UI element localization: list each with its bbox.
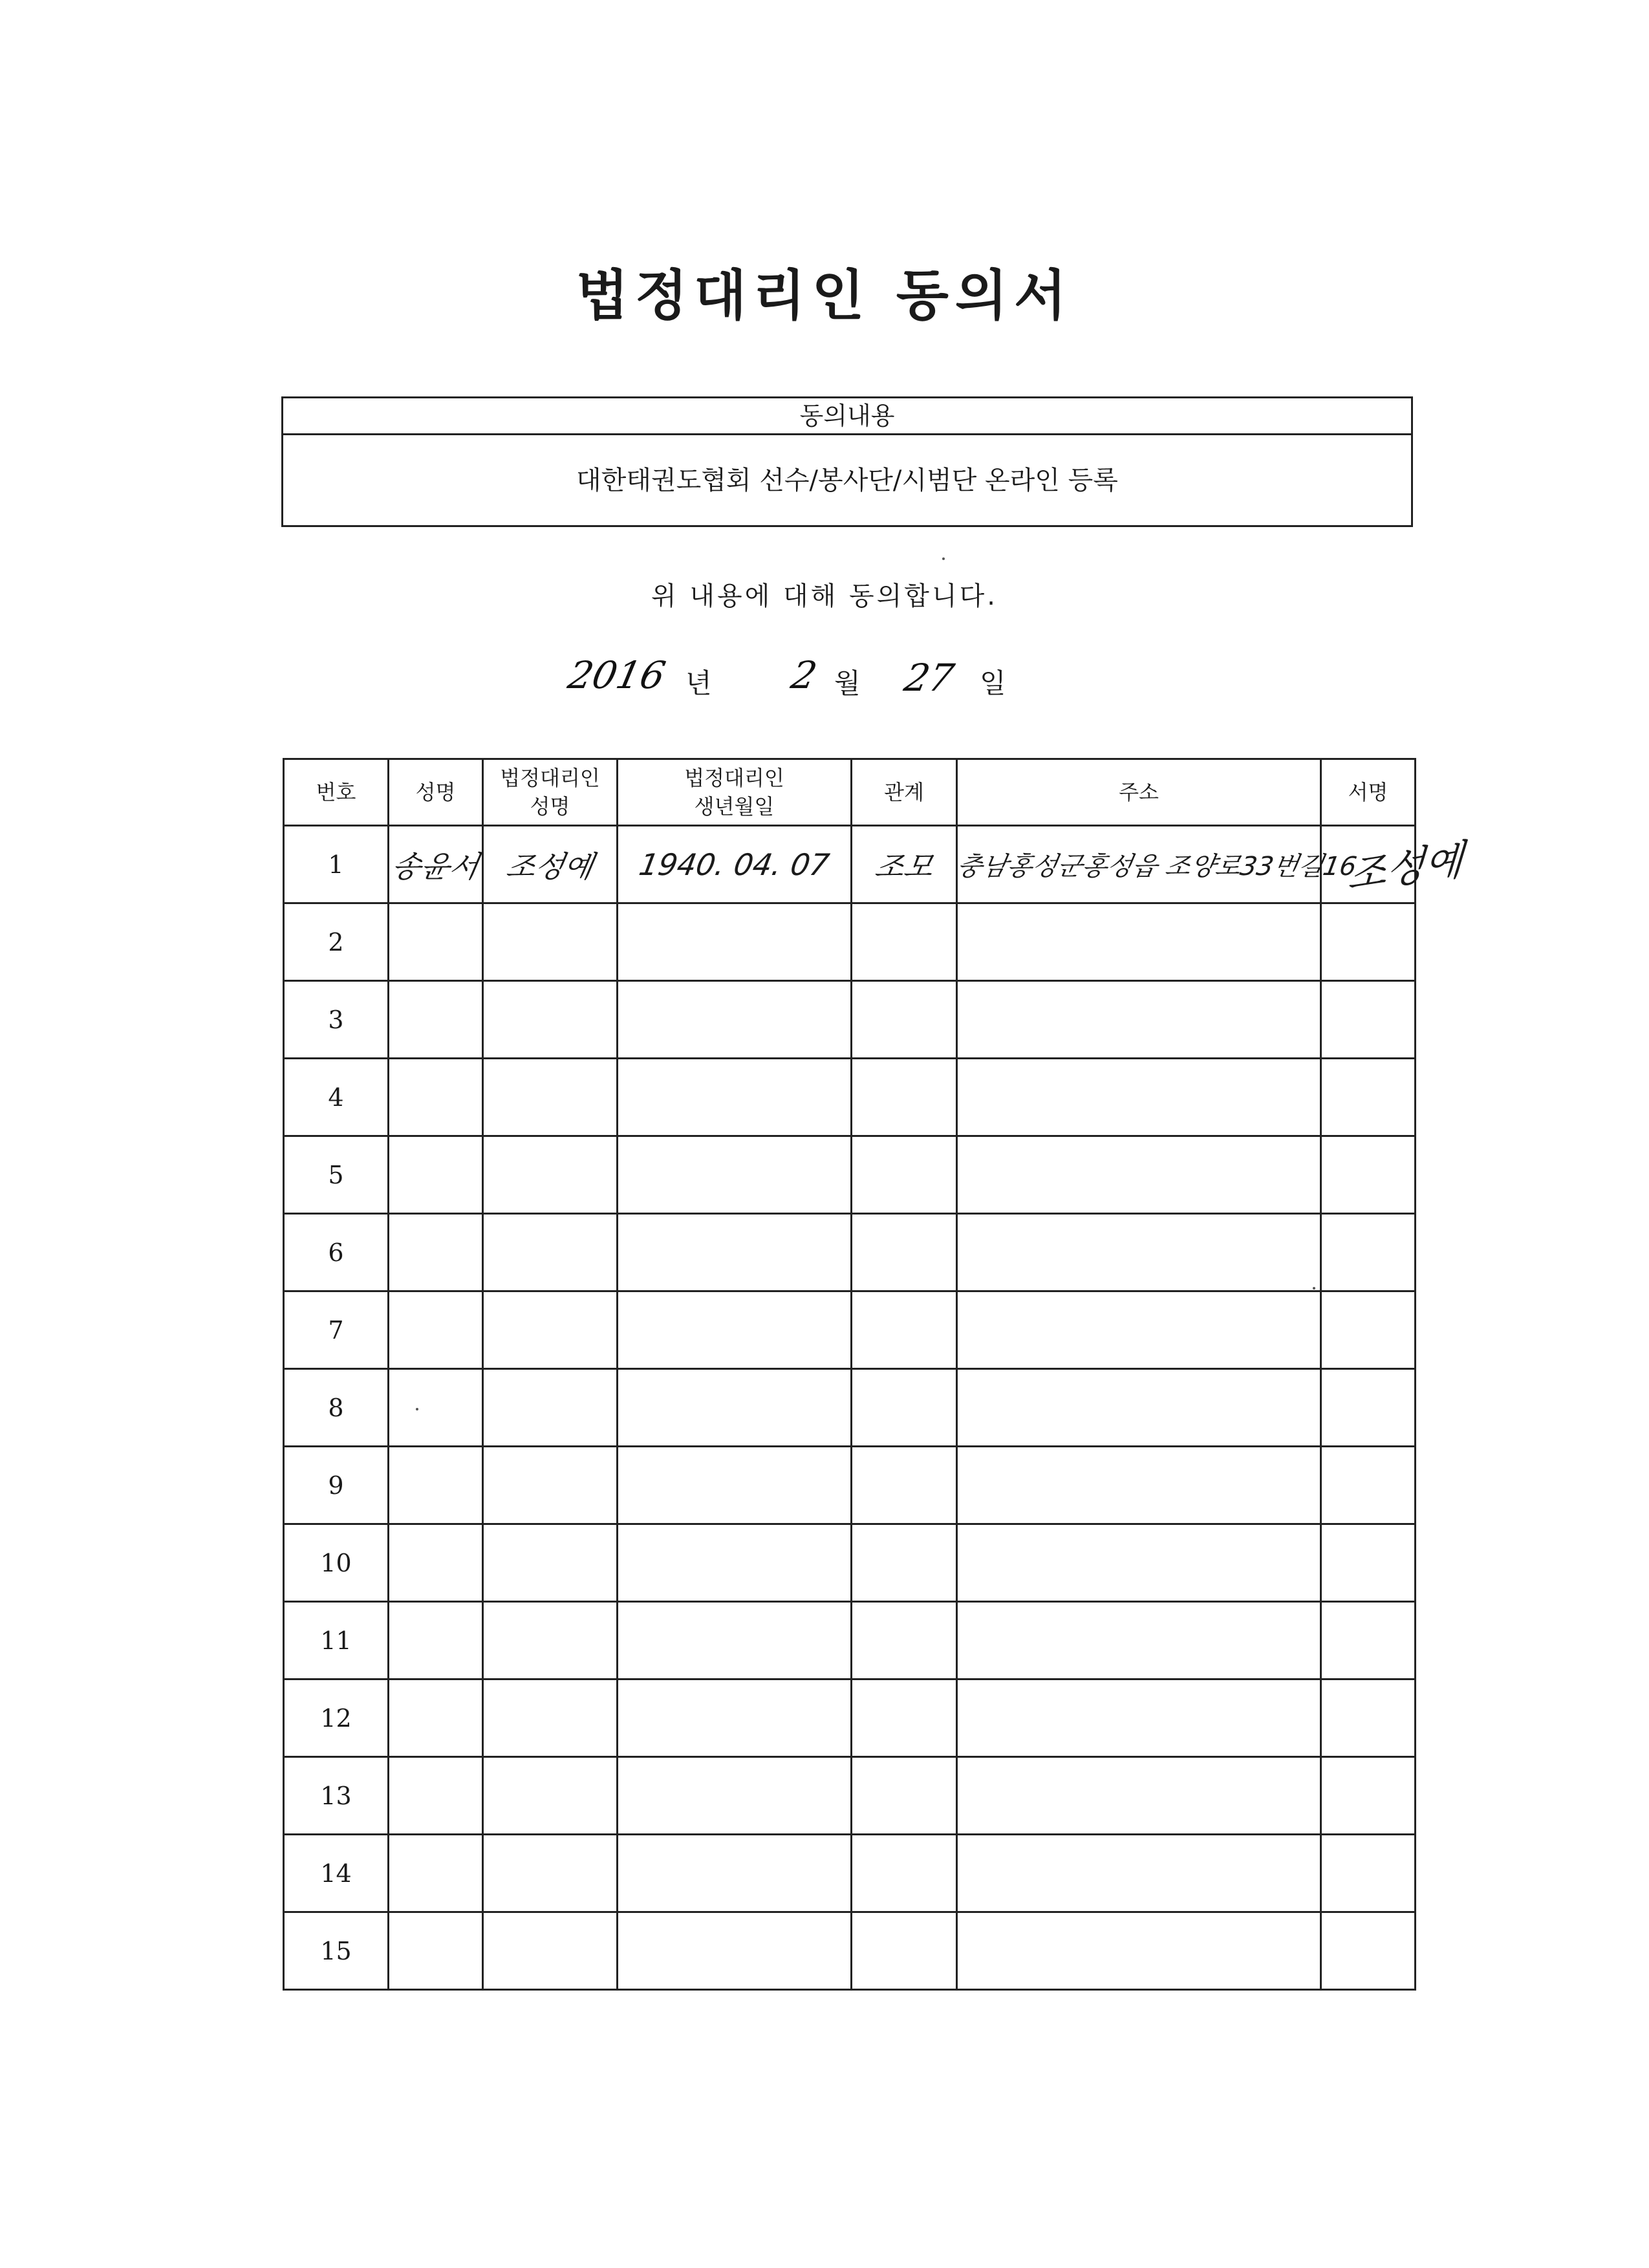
table-row — [284, 1602, 1416, 1679]
cell-number: 1 — [284, 826, 389, 903]
header-signature: 서명 — [1321, 759, 1416, 826]
table-row — [284, 1291, 1416, 1369]
cell-relation — [852, 1524, 957, 1602]
consent-content: 대한태권도협회 선수/봉사단/시범단 온라인 등록 — [576, 466, 1118, 495]
cell-name — [389, 1214, 483, 1291]
handwritten-relation: 조모 — [872, 848, 936, 884]
cell-guardian-name — [483, 1602, 618, 1679]
table-row — [284, 1059, 1416, 1136]
cell-guardian-birth — [618, 1291, 852, 1369]
table-row — [284, 1136, 1416, 1214]
cell-address — [957, 981, 1321, 1059]
cell-relation — [852, 1602, 957, 1679]
header-guardian-name-line1: 법정대리인 — [500, 766, 600, 790]
cell-guardian-name — [483, 903, 618, 981]
cell-guardian-name — [483, 1447, 618, 1524]
cell-guardian-birth — [618, 1757, 852, 1835]
cell-signature — [1321, 1136, 1416, 1214]
table-row — [284, 1835, 1416, 1912]
handwritten-guardian-name: 조성예 — [503, 848, 596, 884]
header-guardian-name — [483, 759, 618, 826]
header-relation: 관계 — [852, 759, 957, 826]
cell-signature — [1321, 1679, 1416, 1757]
cell-number: 7 — [284, 1291, 389, 1369]
cell-name — [389, 826, 483, 903]
cell-relation — [852, 1369, 957, 1447]
cell-number: 2 — [284, 903, 389, 981]
cell-signature — [1321, 1912, 1416, 1990]
cell-name — [389, 1835, 483, 1912]
cell-name — [389, 1136, 483, 1214]
cell-guardian-name — [483, 1912, 618, 1990]
cell-name — [389, 1291, 483, 1369]
cell-guardian-birth — [618, 1835, 852, 1912]
table-row — [284, 903, 1416, 981]
cell-signature — [1321, 903, 1416, 981]
cell-relation — [852, 1059, 957, 1136]
cell-guardian-birth — [618, 1369, 852, 1447]
cell-relation — [852, 1214, 957, 1291]
header-number: 번호 — [284, 759, 389, 826]
cell-relation — [852, 981, 957, 1059]
date-month-handwritten: 2 — [787, 653, 821, 697]
cell-number: 9 — [284, 1447, 389, 1524]
cell-relation — [852, 1291, 957, 1369]
table-row — [284, 1524, 1416, 1602]
cell-guardian-name — [483, 1369, 618, 1447]
cell-number: 10 — [284, 1524, 389, 1602]
table-row — [284, 826, 1416, 903]
cell-guardian-name — [483, 1757, 618, 1835]
header-name: 성명 — [389, 759, 483, 826]
cell-guardian-birth — [618, 1136, 852, 1214]
cell-address — [957, 1059, 1321, 1136]
table-row — [284, 981, 1416, 1059]
cell-address — [957, 1835, 1321, 1912]
cell-number: 13 — [284, 1757, 389, 1835]
table-row — [284, 1447, 1416, 1524]
roster-table — [283, 758, 1465, 1991]
handwritten-signature: 조성예 — [1346, 835, 1465, 900]
cell-address — [957, 1214, 1321, 1291]
date-year-handwritten: 2016 — [564, 653, 669, 697]
cell-signature — [1321, 1369, 1416, 1447]
date-line — [0, 653, 1649, 705]
cell-address — [957, 1912, 1321, 1990]
cell-name — [389, 1757, 483, 1835]
cell-guardian-birth — [618, 1524, 852, 1602]
cell-signature — [1321, 981, 1416, 1059]
cell-guardian-birth — [618, 903, 852, 981]
cell-relation — [852, 1835, 957, 1912]
cell-relation — [852, 1679, 957, 1757]
cell-guardian-birth — [618, 1059, 852, 1136]
handwritten-address: 충남홍성군홍성읍 조양로33번길16 — [954, 852, 1359, 881]
header-address: 주소 — [957, 759, 1321, 826]
cell-address — [957, 1447, 1321, 1524]
cell-address — [957, 903, 1321, 981]
cell-address — [957, 1136, 1321, 1214]
header-guardian-birth — [618, 759, 852, 826]
cell-signature — [1321, 1447, 1416, 1524]
date-year-unit: 년 — [685, 667, 712, 699]
cell-name — [389, 1059, 483, 1136]
date-month-unit: 월 — [834, 667, 861, 699]
table-row — [284, 1912, 1416, 1990]
table-row — [284, 1679, 1416, 1757]
cell-guardian-name — [483, 1835, 618, 1912]
cell-relation — [852, 903, 957, 981]
cell-guardian-birth — [618, 1912, 852, 1990]
header-guardian-name-line2: 성명 — [530, 794, 570, 819]
handwritten-birth: 1940. 04. 07 — [636, 847, 832, 882]
cell-guardian-name — [483, 1136, 618, 1214]
cell-relation — [852, 1757, 957, 1835]
cell-guardian-birth — [618, 1602, 852, 1679]
page-title: 법정대리인 동의서 — [576, 264, 1073, 327]
table-row — [284, 1757, 1416, 1835]
cell-signature — [1321, 1214, 1416, 1291]
cell-number: 11 — [284, 1602, 389, 1679]
agreement-statement: 위 내용에 대해 동의합니다. — [651, 581, 998, 611]
cell-address — [954, 826, 1359, 903]
cell-guardian-name — [483, 1214, 618, 1291]
cell-name — [389, 1524, 483, 1602]
cell-guardian-birth — [618, 1447, 852, 1524]
cell-number: 12 — [284, 1679, 389, 1757]
cell-name — [389, 1912, 483, 1990]
table-body — [284, 826, 1465, 1990]
cell-name — [389, 1369, 483, 1447]
cell-name — [389, 1447, 483, 1524]
cell-number: 15 — [284, 1912, 389, 1990]
cell-name — [389, 1679, 483, 1757]
cell-signature — [1321, 1757, 1416, 1835]
consent-header: 동의내용 — [283, 398, 1411, 435]
cell-number: 8 — [284, 1369, 389, 1447]
consent-box — [281, 396, 1413, 527]
cell-guardian-birth — [618, 1679, 852, 1757]
cell-guardian-name — [483, 1291, 618, 1369]
cell-name — [389, 981, 483, 1059]
cell-number: 4 — [284, 1059, 389, 1136]
cell-number: 6 — [284, 1214, 389, 1291]
cell-relation — [852, 1447, 957, 1524]
cell-signature — [1321, 1059, 1416, 1136]
date-day-handwritten: 27 — [900, 656, 958, 700]
table-row — [284, 1369, 1416, 1447]
cell-number: 5 — [284, 1136, 389, 1214]
cell-number: 3 — [284, 981, 389, 1059]
cell-guardian-name — [483, 1679, 618, 1757]
cell-relation — [852, 1912, 957, 1990]
cell-relation — [852, 826, 957, 903]
cell-address — [957, 1602, 1321, 1679]
scan-speck — [1313, 1287, 1315, 1290]
cell-number: 14 — [284, 1835, 389, 1912]
cell-name — [389, 903, 483, 981]
cell-guardian-birth — [618, 826, 852, 903]
cell-name — [389, 1602, 483, 1679]
cell-signature — [1321, 1524, 1416, 1602]
table-row — [284, 1214, 1416, 1291]
cell-guardian-name — [483, 1059, 618, 1136]
cell-signature — [1321, 1602, 1416, 1679]
cell-address — [957, 1757, 1321, 1835]
cell-guardian-birth — [618, 1214, 852, 1291]
cell-address — [957, 1679, 1321, 1757]
cell-address — [957, 1369, 1321, 1447]
cell-address — [957, 1291, 1321, 1369]
table-header-row — [284, 759, 1416, 826]
handwritten-name: 송윤서 — [389, 848, 482, 884]
scan-speck — [942, 557, 945, 560]
cell-relation — [852, 1136, 957, 1214]
cell-signature — [1321, 1835, 1416, 1912]
cell-guardian-name — [483, 981, 618, 1059]
cell-guardian-name — [483, 1524, 618, 1602]
cell-address — [957, 1524, 1321, 1602]
header-guardian-birth-line2: 생년월일 — [694, 794, 775, 819]
scan-speck — [416, 1408, 418, 1410]
cell-guardian-name — [483, 826, 618, 903]
header-guardian-birth-line1: 법정대리인 — [684, 766, 784, 790]
date-day-unit: 일 — [980, 667, 1006, 699]
cell-guardian-birth — [618, 981, 852, 1059]
cell-signature — [1321, 1291, 1416, 1369]
